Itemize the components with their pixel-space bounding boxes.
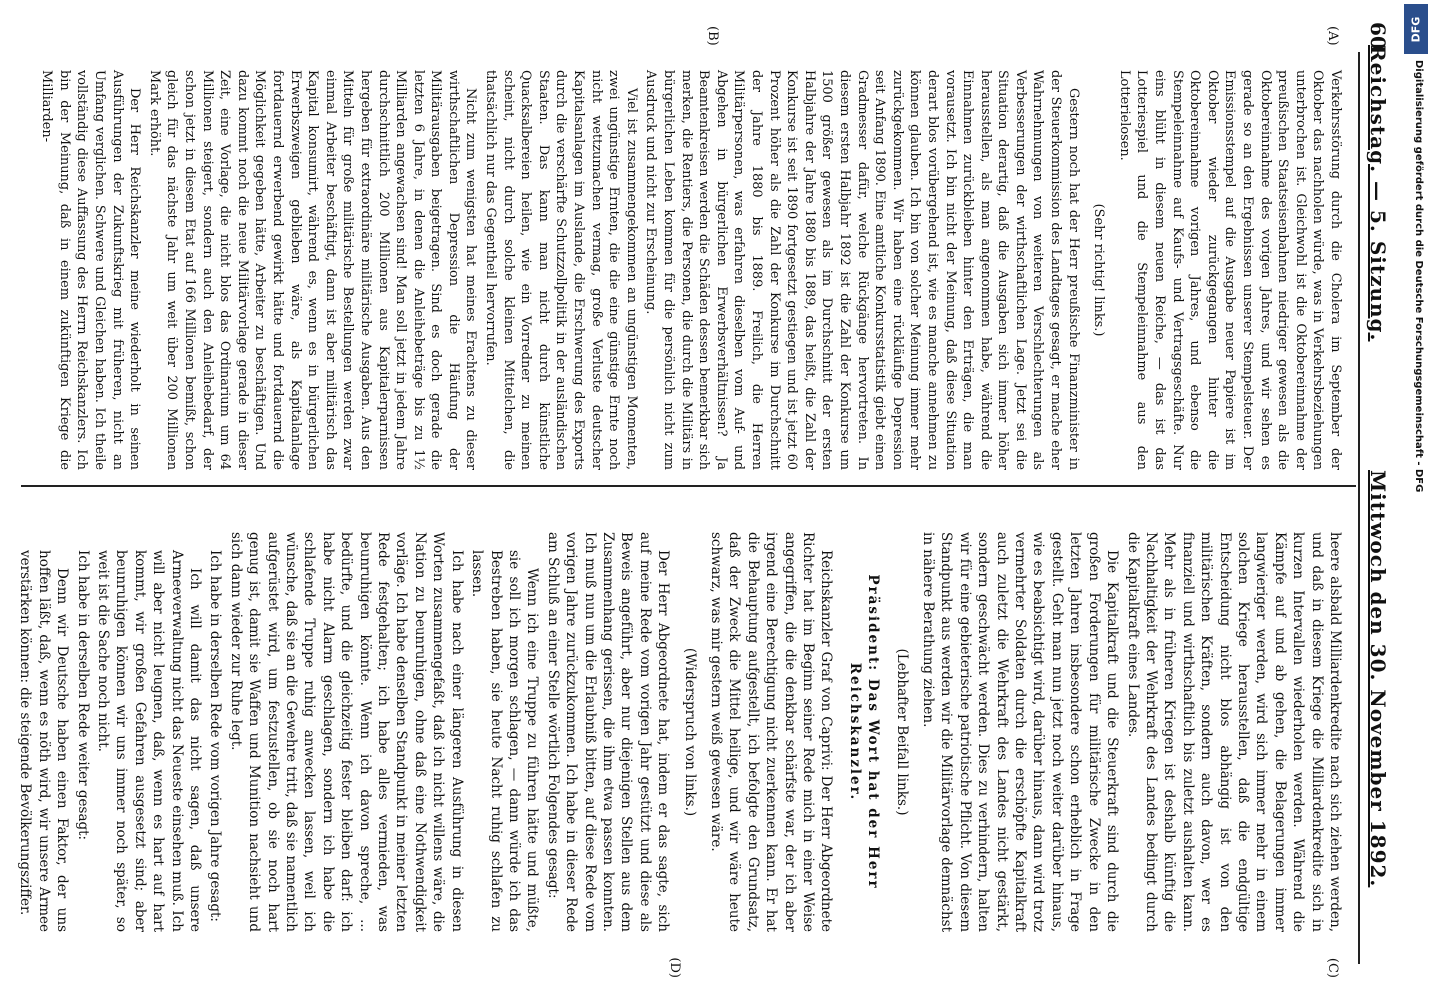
paragraph: Gestern noch hat der Herr preußische Finanzminister in der Steuerkommission des Landtages gesagt, er mache eher Wahrnehmungen von weiteren Verschlechterungen als Verbesserungen der wirthschaftlichen Lage. Jetzt sei die Situation derartig, daß die Ausgaben sich immer höher herausstellen, als man angenommen habe, während die Einnahmen zurückbleiben hinter den Erträgen, die man vorausetzt. Ich bin nicht der Meinung, daß diese Situation derart blos vorübergehend ist, wie es manche annehmen zu können glauben. Ich bin von solcher Meinung immer mehr zurückgekommen. Wir haben eine rückläufige Depression seit Anfang 1890. Eine amtliche Konkursstatistik giebt einen Gradmesser dafür, welche Rückgänge hervortreten. In diesem ersten Halbjahr 1892 ist die Zahl der Konkurse um 1500 größer gewesen als im Durchschnitt der ersten Halbjahre der Jahre 1880 bis 1889, das heißt, die Zahl der Konkurse ist seit 1890 fortgesetzt gestiegen und ist jetzt 60 Prozent höher als die Zahl der Konkurse im Durchschnitt der Jahre 1880 bis 1889. Freilich, die Herren Militärpersonen, was erfahren dieselben vom Auf- und Abgehen in bürgerlichen Erwerbsverhältnissen? Ja Beamtenkreisen werden die Schäden dessen bemerkbar sich merken, die Rentiers, die Personen, die durch die Militärs in bürgerlichen Leben kommen für die persönlich nicht zum Ausdruck und nicht zur Erscheinung.: [643, 70, 1081, 470]
paragraph: Nicht zum wenigsten hat meines Erachtens zu dieser wirthschaftlichen Depression die Häufung der Militärausgaben beigetragen. Sind es doch gerade die letzten 6 Jahre, in denen die Anleihebeträge bis zu 1½ Milliarden angewachsen sind! Man soll jetzt in jedem Jahre durchschnittlich 200 Millionen aus Kapitalerparnissen hergeben für extraordinäre militärische Ausgaben. Aus den Mitteln für große militärische Bestellungen werden zwar einmal Arbeiter beschäftigt, dann ist aber militärisch das Kapital konsumirt, während es, wenn es in bürgerlichen Erwerbszweigen geblieben wäre, als Kapitalanlage fortdauernd erwerbend gewirkt hätte und fortdauernd die Möglichkeit gegeben hätte, Arbeiter zu beschäftigen. Und dazu kommt noch die neue Militärvorlage gerade in dieser Zeit, eine Vorlage, die nicht blos das Ordinarium um 64 Millionen steigert, sondern auch den Anleihebedarf, der schon jetzt in diesem Etat auf 166 Millionen bemißt, schon gleich für das nächste Jahr um weit über 200 Millionen Mark erhöht.: [146, 70, 479, 470]
header-left-title: Reichstag. — 5. Sitzung.: [1366, 45, 1390, 342]
paragraph: Reichskanzler Graf von Caprivi: Der Herr Abgeordnete Richter hat im Beginn seiner Rede mich in einer Weise angegriffen, die die denkbar schärfste war, der ich aber irgend eine Berechtigung nicht zuerkennen kann. Er hat die Behauptung aufgestellt, ich befolgte den Grundsatz, daß der Zweck die Mittel heilige, und wir wäre heute schwarz, was mir gestern weiß gewesen wäre.: [708, 532, 835, 932]
paragraph: Ich habe in derselben Rede vom vorigen Jahre gesagt:: [207, 550, 224, 922]
margin-marker-b: (B): [705, 26, 720, 46]
paragraph: Verkehrsstörung durch die Cholera im September der Oktober das nachholen würde, was in Verkehrsbeziehungen unterbrochen ist. Gleichwohl ist die Oktobereinnahme der preußischen Staatseisenbahnen niedriger gewesen als die Oktobereinnahme des vorigen Jahres, und wir sehen es gerade so an den Ergebnissen unserer Stempelsteuer. Der Emissionsstempel auf die Ausgabe neuer Papiere ist im Oktober wieder zurückgegangen hinter die Oktobereinnahme vorigen Jahres, und ebenso die Stempeleinnahme auf Kaufs- und Vertragsgeschäfte. Nur eins blüht in diesem neuen Reiche, — das ist das Lotteriespiel und die Stempeleinnahme aus den Lotterielosen.: [1116, 70, 1343, 470]
margin-marker-a: (A): [1325, 26, 1340, 46]
funding-credit: Digitalisierung gefördert durch die Deutsche Forschungsgemeinschaft - DFG: [1413, 60, 1424, 493]
dfg-logo: [1404, 4, 1428, 54]
header-right-title: Mittwoch den 30. November 1892.: [1366, 470, 1390, 888]
paragraph: Die Kapitalkraft und die Steuerkraft sind durch die großen Forderungen für militärische Zwecke in den letzten Jahren insbesondere schon erheblich in Frage gestellt. Geht man nun jetzt noch weiter darüber hinaus, wie es beabsichtigt wird, darüber hinaus, dann wird trotz vermehrter Soldaten durch die erschöpfte Kapitalkraft auch zuletzt die Wehrkraft des Landes nicht gestärkt, sondern geschwächt werden. Dies zu verhindern, halten wir für eine gebieterische patriotische Pflicht. Von diesem Standpunkt aus werden wir die Militärvorlage demnächst in nähere Berathung ziehen.: [920, 532, 1121, 932]
paragraph: heere alsbald Milliardenkredite nach sich ziehen werden, und daß in diesem Kriege die Milliardenkredite sich in kurzen Intervallen wiederholen werden. Während die Kämpfe auf und ab gehen, die Belagerungen immer langwieriger werden, wird sich immer mehr in einem solchen Kriege herausstellen, daß die endgültige Entscheidung nicht blos abhängig ist von den militärischen Kräften, sondern auch davon, wer es finanziell und wirthschaftlich bis zuletzt aushalten kann. Mehr als in früheren Kriegen ist deshalb künftig die Nachhaltigkeit der Wehrkraft des Landes bedingt durch die Kapitalkraft eines Landes.: [1124, 532, 1343, 932]
dfg-logo-text: DFG: [1409, 16, 1423, 42]
paragraph: Der Herr Abgeordnete hat, indem er das sagte, sich auf meine Rede vom vorigen Jahr gestützt und diese als Beweis angeführt, aber nur diejenigen Stellen aus dem Zusammenhang gerissen, die ihm etwa passen konnten. Ich muß nun um die Erlaubniß bitten, auf diese Rede vom vorigen Jahre zurückzukommen. Ich habe in dieser Rede am Schluß an einer Stelle wörtlich Folgendes gesagt:: [544, 532, 672, 932]
paragraph: Ich habe in derselben Rede weiter gesagt:: [74, 550, 91, 841]
column-divider: [21, 485, 1356, 487]
header-rule: [1358, 52, 1360, 964]
left-text-column: [36, 70, 1344, 470]
margin-marker-c: (C): [1325, 957, 1340, 978]
paragraph: Der Herr Reichskanzler meine wiederholt in seinen Ausführungen der Zukunftskrieg mit früheren, nicht an Umfang verglichen. Schwere und Gleichen haben. Ich theile vollständig diese Auffassung des Herrn Reichskanzlers. Ich bin der Meinung, daß in einem zukünftigen Kriege die Milliarden-: [39, 70, 143, 470]
page-number: 60: [1366, 22, 1390, 50]
speaker-heading: Präsident: Das Wort hat der Herr Reichskanzler.: [846, 574, 882, 890]
interjection: (Widerspruch von links.): [681, 647, 698, 817]
paragraph: Ich will damit das nicht sagen, daß unsere Armeeverwaltung nicht das Neueste einsehen muß. Ich will aber nicht leugnen, daß, wenn es hart auf hart kommt, wir großen Gefahren ausgesetzt sind; aber beunruhigen können wir uns immer noch später, so weit ist die Sache noch nicht.: [95, 550, 204, 932]
page-header: [1364, 0, 1394, 1000]
margin-marker-d: (D): [667, 957, 682, 978]
interjection: (Lebhafter Beifall links.): [893, 648, 910, 816]
right-text-column: [14, 532, 1344, 932]
paragraph: Denn wir Deutsche haben einen Faktor, der uns hoffen läßt, daß, wenn es nöth wird, wir unsere Armee verstärken können: die steigende Bevölkerungsziffer.: [17, 550, 71, 932]
funding-strip: [1400, 0, 1432, 1000]
paragraph: Ich habe nach einer längeren Ausführung in diesen Worten zusammengefaßt, daß ich nicht willens wäre, die Nation zu beunruhigen, ohne daß eine Nothwendigkeit vorläge. Ich habe denselben Standpunkt in meiner letzten Rede festgehalten; ich habe alles vermieden, was beunruhigen könnte. Wenn ich davon spreche, ... bedürfte, und die gleichzeitig fester bleiben darf: ich habe nicht Alarm geschlagen, sondern ich habe die schlafende Truppe ruhig anwecken lassen, weil ich wünsche, daß sie an die Gewehre tritt, daß sie namentlich aufgerüstet wird, um festzustellen, ob sie noch hart genug ist, damit sie Waffen und Munition nachsieht und sich dann wieder zur Ruhe legt.: [227, 532, 465, 932]
paragraph: Viel ist zusammengekommen an ungünstigen Momenten, zwei ungünstige Ernten, die die eine günstige Ernte noch nicht wettzumachen vermag, große Verluste deutscher Kapitalsanlagen im Auslande, die Erschwerung des Exports durch die verschärfte Schutzzollpolitik in der ausländischen Staaten. Das kann man nicht durch künstliche Quacksalbereien heilen, wie ein Vorredner zu meinen scheint, nicht durch solche kleinen Mittelchen, die thatsächlich nur das Gegentheil hervorrufen.: [483, 70, 639, 470]
interjection: (Sehr richtig! links.): [1091, 203, 1107, 337]
paragraph: Wenn ich eine Truppe zu führen hätte und müßte, sie soll ich morgen schlagen, — dann würde ich das Bestreben haben, sie heute Nacht ruhig schlafen zu lassen.: [469, 550, 541, 932]
